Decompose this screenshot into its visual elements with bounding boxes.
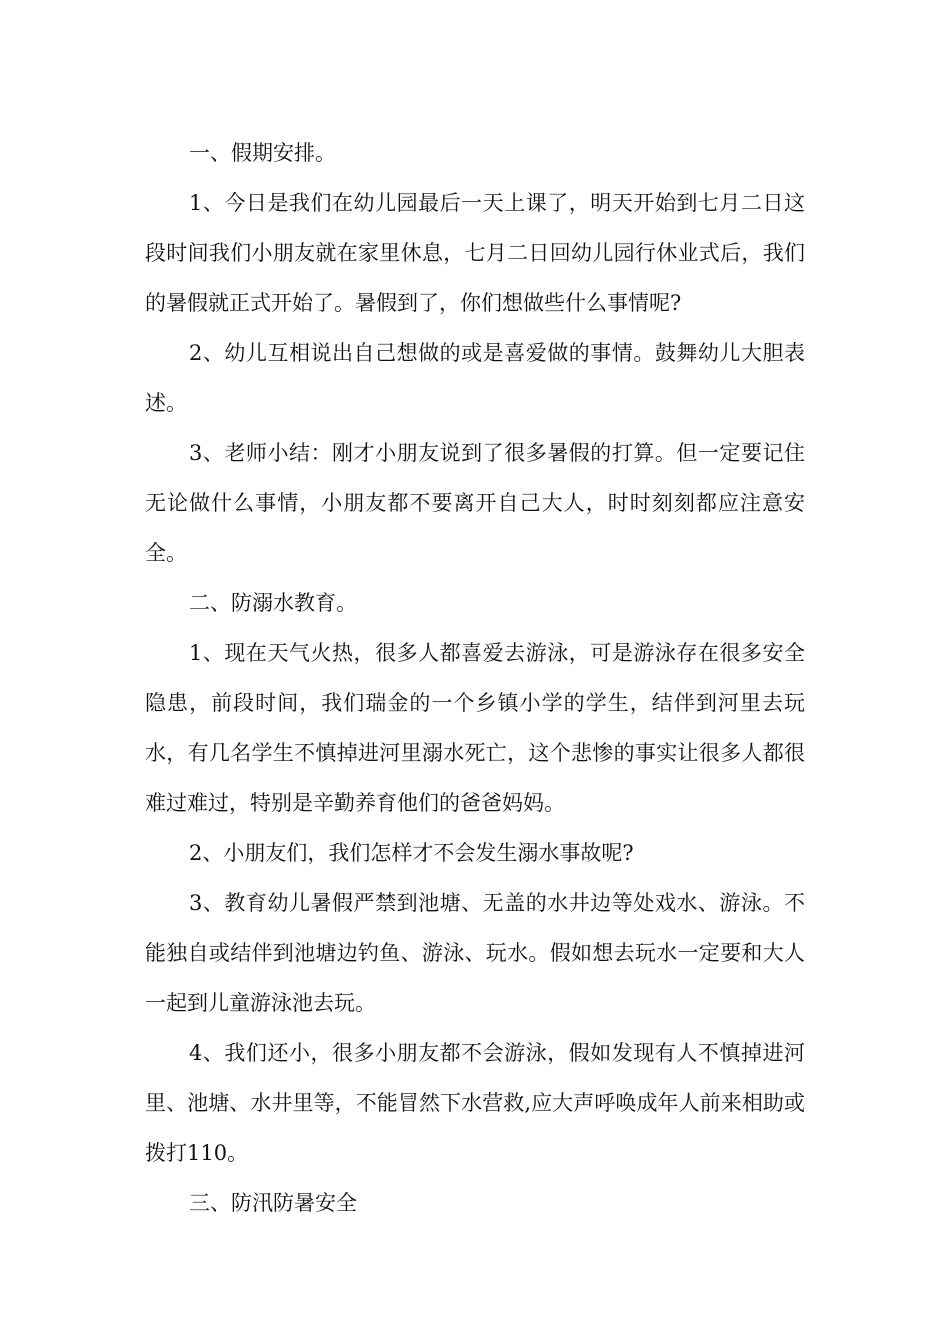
paragraph-drowning-3: 3、教育幼儿暑假严禁到池塘、无盖的水井边等处戏水、游泳。不能独自或结伴到池塘边钓鱼、游泳、玩水。假如想去玩水一定要和大人一起到儿童游泳池去玩。	[145, 891, 805, 1015]
paragraph-drowning-2: 2、小朋友们，我们怎样才不会发生溺水事故呢?	[189, 841, 634, 865]
section-heading-flood-heat-safety: 三、防汛防暑安全	[189, 1191, 357, 1215]
section-heading-drowning-prevention: 二、防溺水教育。	[189, 591, 357, 615]
paragraph-holiday-3: 3、老师小结：刚才小朋友说到了很多暑假的打算。但一定要记住无论做什么事情，小朋友都不要离开自己大人，时时刻刻都应注意安全。	[145, 441, 805, 565]
paragraph-holiday-1: 1、今日是我们在幼儿园最后一天上课了，明天开始到七月二日这段时间我们小朋友就在家里休息，七月二日回幼儿园行休业式后，我们的暑假就正式开始了。暑假到了，你们想做些什么事情呢?	[145, 191, 805, 315]
paragraph-drowning-4: 4、我们还小，很多小朋友都不会游泳，假如发现有人不慎掉进河里、池塘、水井里等，不能冒然下水营救,应大声呼唤成年人前来相助或拨打110。	[145, 1041, 805, 1165]
paragraph-holiday-2: 2、幼儿互相说出自己想做的或是喜爱做的事情。鼓舞幼儿大胆表述。	[145, 341, 805, 415]
document-body	[145, 128, 805, 1228]
section-heading-holiday-arrangement: 一、假期安排。	[189, 141, 336, 165]
paragraph-drowning-1: 1、现在天气火热，很多人都喜爱去游泳，可是游泳存在很多安全隐患，前段时间，我们瑞金的一个乡镇小学的学生，结伴到河里去玩水，有几名学生不慎掉进河里溺水死亡，这个悲惨的事实让很多人都很难过难过，特别是辛勤养育他们的爸爸妈妈。	[145, 641, 805, 815]
